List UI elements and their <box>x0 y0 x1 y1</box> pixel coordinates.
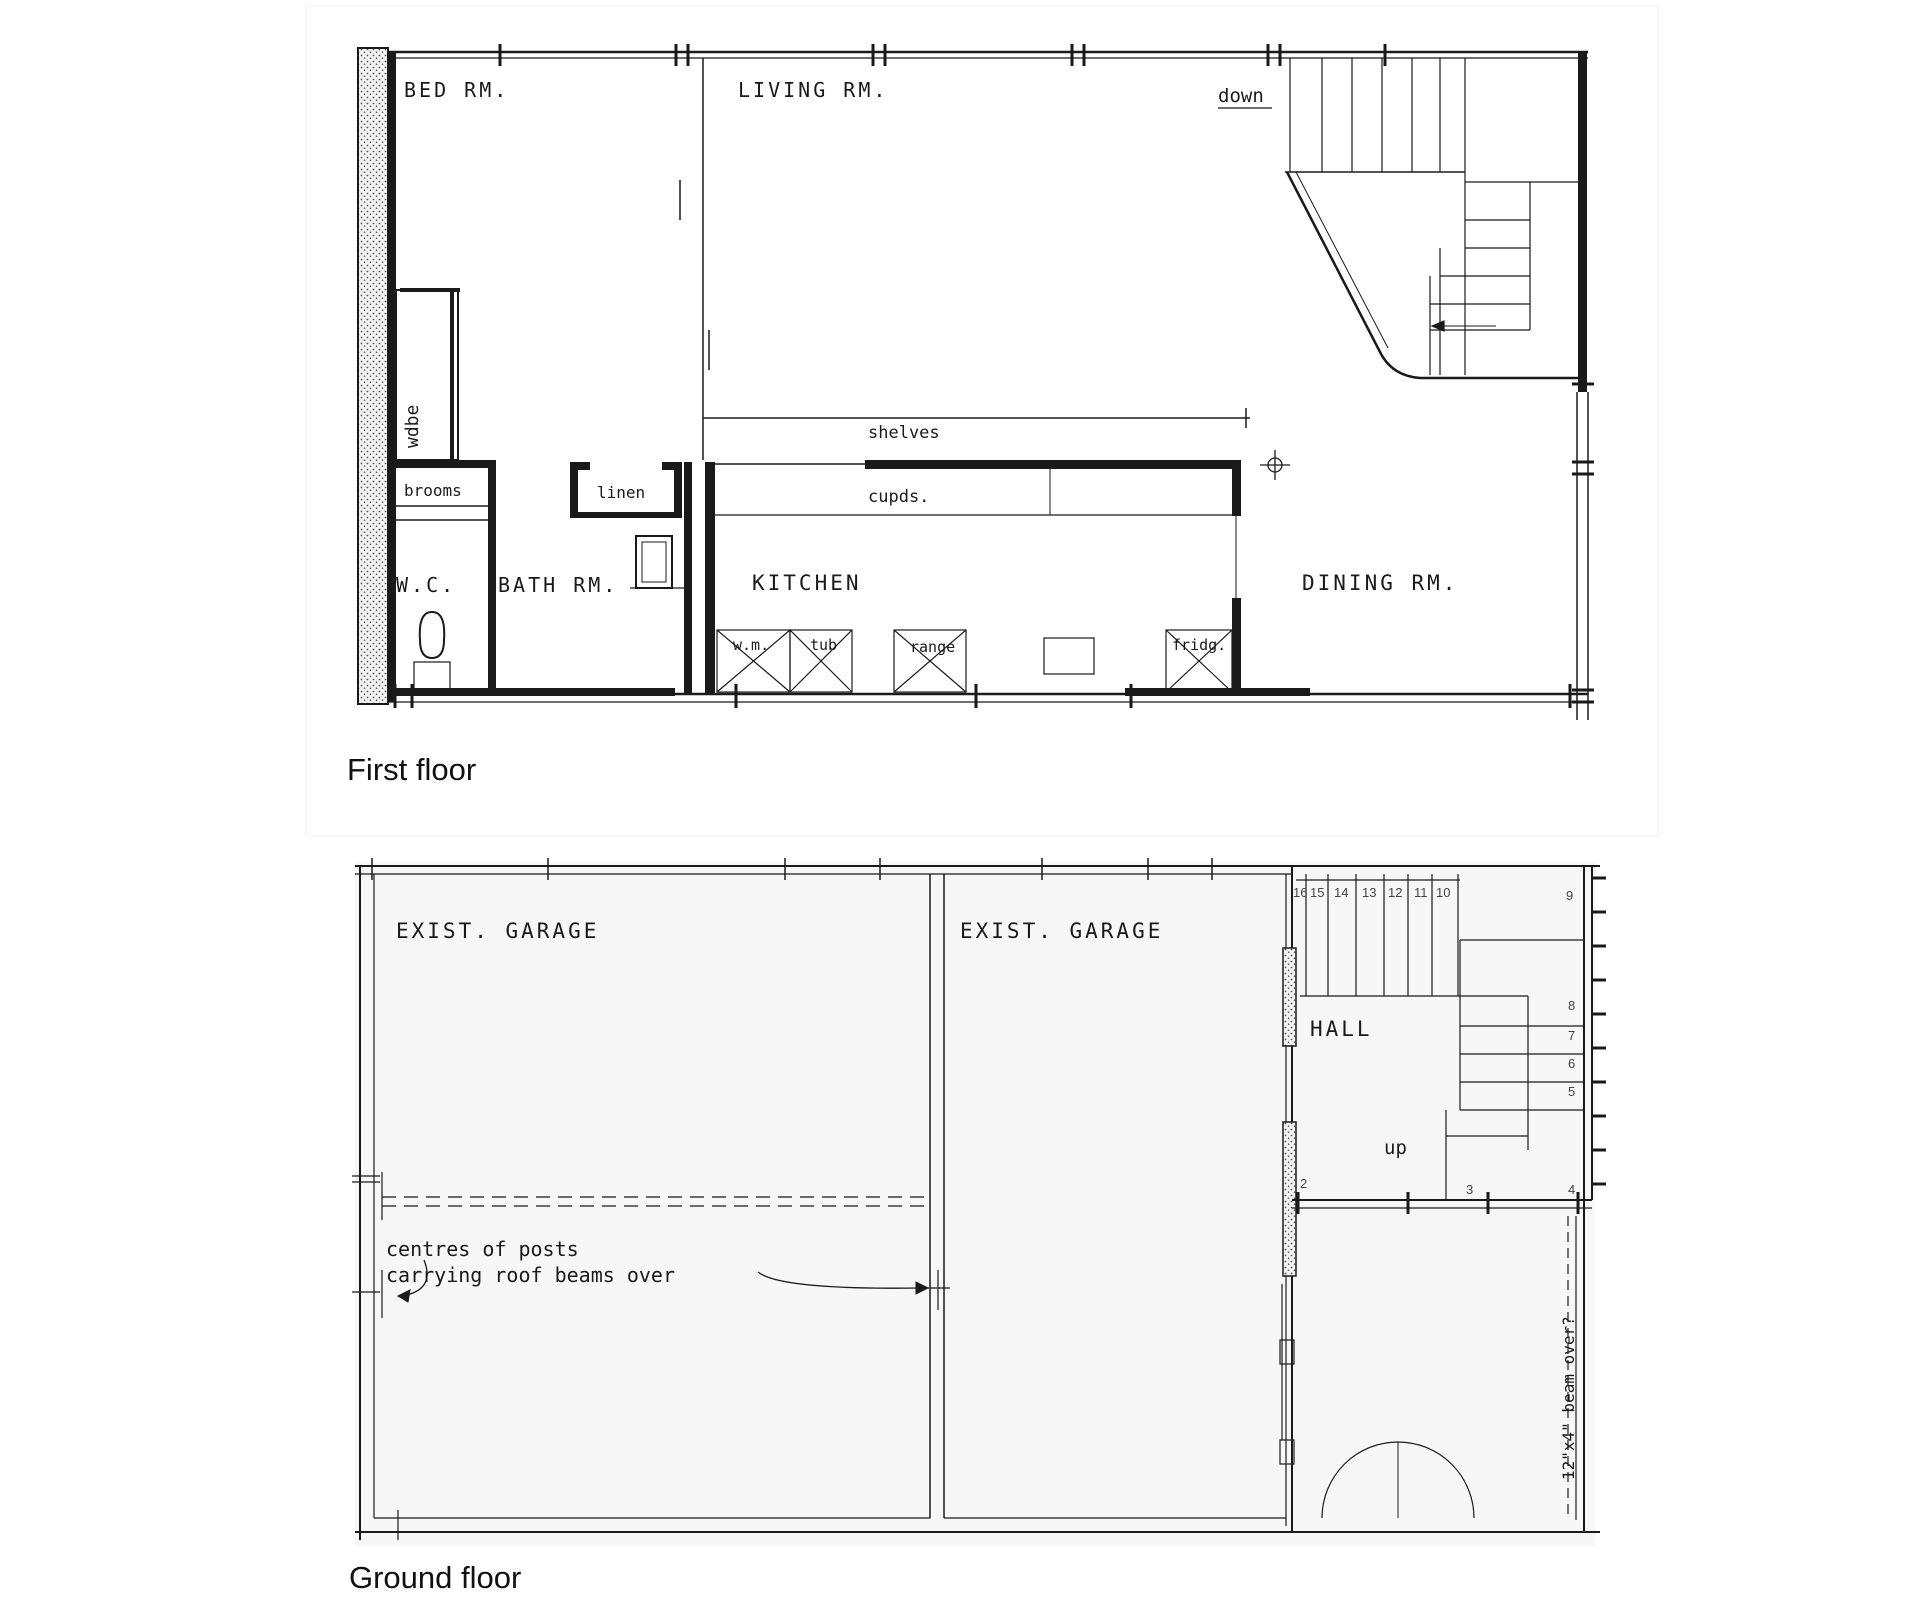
stair-number: 12 <box>1388 885 1403 900</box>
label-wardrobe: wdbe <box>402 404 423 448</box>
room-label-bed: BED RM. <box>404 78 510 102</box>
annotation-posts-line-2: carrying roof beams over <box>386 1263 675 1287</box>
room-label-garage-1: EXIST. GARAGE <box>396 919 600 943</box>
annotation-beam: 12"x4" beam over? <box>1559 1316 1578 1480</box>
label-tub: tub <box>810 636 838 654</box>
room-label-wc: W.C. <box>396 573 457 597</box>
stair-number: 11 <box>1414 885 1428 900</box>
stair-number: 13 <box>1362 885 1377 900</box>
first-floor-masonry-wall <box>358 48 388 704</box>
label-fridge: fridg. <box>1172 636 1227 654</box>
hall-masonry-wall-upper <box>1283 948 1296 1046</box>
stair-number: 10 <box>1436 885 1451 900</box>
stair-number: 4 <box>1568 1182 1576 1197</box>
ground-floor-plan <box>352 858 1606 1546</box>
label-shelves: shelves <box>868 423 940 443</box>
room-label-kitchen: KITCHEN <box>752 571 862 595</box>
room-label-hall: HALL <box>1310 1017 1373 1041</box>
label-washing-machine: w.m. <box>733 636 770 654</box>
room-label-living: LIVING RM. <box>738 78 889 102</box>
label-range: range <box>910 638 956 656</box>
stair-number: 3 <box>1466 1182 1474 1197</box>
annotation-posts-line-1: centres of posts <box>386 1237 579 1261</box>
stair-number: 2 <box>1300 1176 1308 1191</box>
stair-number: 8 <box>1568 998 1576 1013</box>
stair-number: 15 <box>1310 885 1325 900</box>
stair-number: 7 <box>1568 1028 1576 1043</box>
label-cupboards: cupds. <box>868 487 930 507</box>
label-stair-up: up <box>1384 1137 1407 1159</box>
label-linen: linen <box>597 483 646 502</box>
stair-number: 6 <box>1568 1056 1576 1071</box>
label-stair-down: down <box>1218 85 1264 107</box>
stair-number: 16 <box>1293 885 1308 900</box>
label-brooms: brooms <box>404 481 462 500</box>
stair-number: 5 <box>1568 1084 1576 1099</box>
stair-number: 14 <box>1334 885 1349 900</box>
ground-floor-caption: Ground floor <box>349 1560 522 1595</box>
stair-number: 9 <box>1566 888 1574 903</box>
room-label-bath: BATH RM. <box>498 573 619 597</box>
first-floor-caption: First floor <box>347 752 477 787</box>
room-label-garage-2: EXIST. GARAGE <box>960 919 1164 943</box>
first-floor-plan <box>306 6 1658 836</box>
room-label-dining: DINING RM. <box>1302 571 1459 595</box>
